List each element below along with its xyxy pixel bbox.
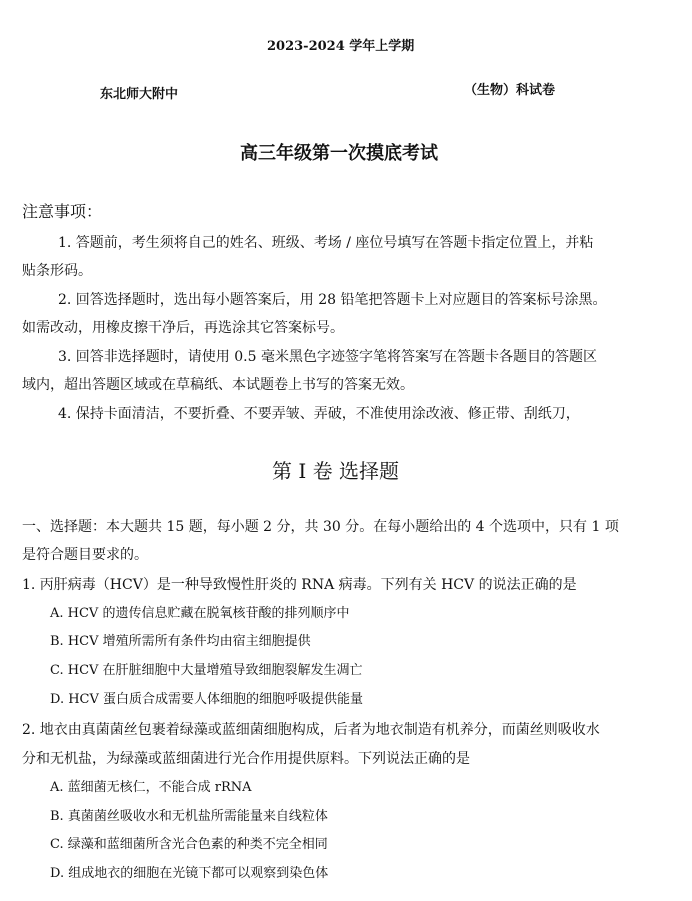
question-2-option-b: B. 真菌菌丝吸收水和无机盐所需能量来自线粒体 [50,809,328,824]
question-1-option-a: A. HCV 的遗传信息贮藏在脱氧核苷酸的排列顺序中 [50,606,350,621]
question-2-stem-line2: 分和无机盐，为绿藻或蓝细菌进行光合作用提供原料。下列说法正确的是 [22,751,470,767]
exam-title: 高三年级第一次摸底考试 [240,143,438,164]
notice-item-4-line1: 4. 保持卡面清洁，不要折叠、不要弄皱、弄破，不准使用涂改液、修正带、刮纸刀， [58,406,580,422]
question-1-option-c: C. HCV 在肝脏细胞中大量增殖导致细胞裂解发生凋亡 [50,663,363,678]
notice-heading: 注意事项： [22,202,103,221]
notice-item-1-line1: 1. 答题前，考生须将自己的姓名、班级、考场 / 座位号填写在答题卡指定位置上，并粘 [58,235,594,251]
section-title: 第 I 卷 选择题 [272,459,399,483]
notice-item-1-line2: 贴条形码。 [22,263,92,279]
year-term-heading: 2023-2024 学年上学期 [267,39,415,54]
question-1-stem: 1. 丙肝病毒（HCV）是一种导致慢性肝炎的 RNA 病毒。下列有关 HCV 的说法正确的是 [22,577,577,593]
question-2-option-a: A. 蓝细菌无核仁，不能合成 rRNA [50,780,252,795]
question-2-stem-line1: 2. 地衣由真菌菌丝包裹着绿藻或蓝细菌细胞构成，后者为地衣制造有机养分，而菌丝则吸收水 [22,722,600,738]
question-1-option-b: B. HCV 增殖所需所有条件均由宿主细胞提供 [50,634,311,649]
question-2-option-d: D. 组成地衣的细胞在光镜下都可以观察到染色体 [50,866,329,881]
notice-item-3-line1: 3. 回答非选择题时，请使用 0.5 毫米黑色字迹签字笔将答案写在答题卡各题目的答题区 [58,349,597,365]
question-2-option-c: C. 绿藻和蓝细菌所含光合色素的种类不完全相同 [50,837,328,852]
notice-item-2-line2: 如需改动，用橡皮擦干净后，再选涂其它答案标号。 [22,320,344,336]
section-intro-line1: 一、选择题：本大题共 15 题，每小题 2 分，共 30 分。在每小题给出的 4 个选项中，只有 1 项 [22,519,619,535]
notice-item-2-line1: 2. 回答选择题时，选出每小题答案后，用 28 铅笔把答题卡上对应题目的答案标号涂黑。 [58,292,607,308]
question-1-option-d: D. HCV 蛋白质合成需要人体细胞的细胞呼吸提供能量 [50,692,364,707]
subject-label: （生物）科试卷 [464,83,556,98]
school-name: 东北师大附中 [100,87,179,102]
notice-item-3-line2: 域内，超出答题区域或在草稿纸、本试题卷上书写的答案无效。 [22,377,414,393]
section-intro-line2: 是符合题目要求的。 [22,547,148,563]
